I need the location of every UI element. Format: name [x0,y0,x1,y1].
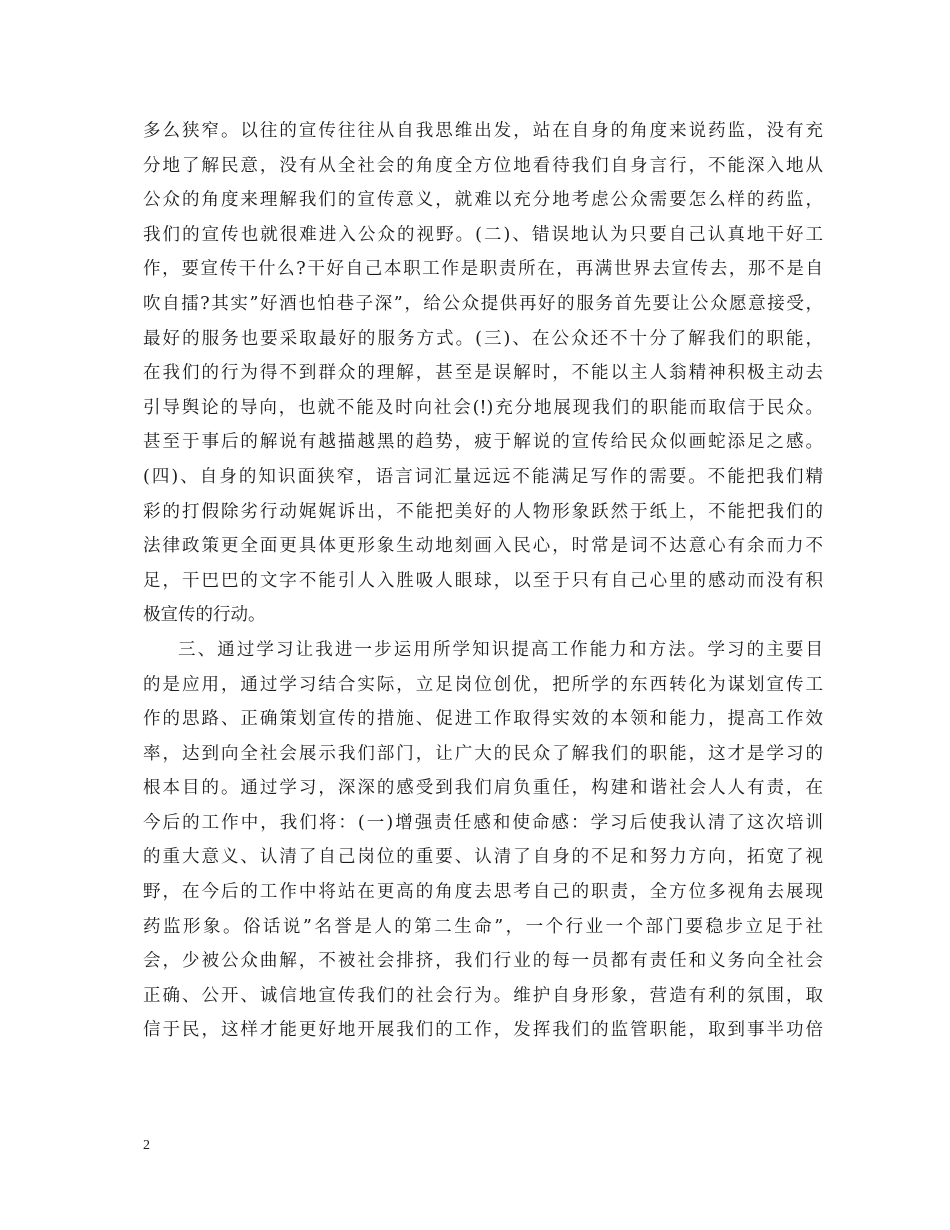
text-line: 吹自擂?其实”好酒也怕巷子深”，给公众提供再好的服务首先要让公众愿意接受， [143,293,823,314]
text-line: 会，少被公众曲解，不被社会排挤，我们行业的每一员都有责任和义务向全社会 [143,951,823,972]
body-text [143,114,823,1048]
text-line: (四)、自身的知识面狭窄，语言词汇量远远不能满足写作的需要。不能把我们精 [143,466,823,487]
text-line: 甚至于事后的解说有越描越黑的趋势，疲于解说的宣传给民众似画蛇添足之感。 [143,432,823,453]
text-line: 今后的工作中，我们将：(一)增强责任感和使命感：学习后使我认清了这次培训 [143,812,823,833]
paragraph [143,633,823,1048]
text-line: 三、通过学习让我进一步运用所学知识提高工作能力和方法。学习的主要目 [178,639,823,660]
text-line: 多么狭窄。以往的宣传往往从自我思维出发，站在自身的角度来说药监，没有充 [143,121,823,141]
text-line: 足，干巴巴的文字不能引人入胜吸人眼球，以至于只有自己心里的感动而没有积 [143,570,823,591]
text-line: 分地了解民意，没有从全社会的角度全方位地看待我们自身言行，不能深入地从 [143,155,823,176]
text-line: 的是应用，通过学习结合实际，立足岗位创优，把所学的东西转化为谋划宣传工 [143,674,823,695]
text-line: 的重大意义、认清了自己岗位的重要、认清了自身的不足和努力方向，拓宽了视 [143,847,823,868]
paragraph [143,114,823,633]
page-number: 2 [143,1138,150,1153]
text-line: 在我们的行为得不到群众的理解，甚至是误解时，不能以主人翁精神积极主动去 [143,363,823,384]
text-line: 药监形象。俗话说”名誉是人的第二生命”，一个行业一个部门要稳步立足于社 [143,916,823,937]
text-line: 我们的宣传也就很难进入公众的视野。(二)、错误地认为只要自己认真地干好工 [143,224,823,245]
text-line: 作的思路、正确策划宣传的措施、促进工作取得实效的本领和能力，提高工作效 [143,709,823,730]
text-line: 极宣传的行动。 [143,605,266,626]
text-line: 法律政策更全面更具体更形象生动地刻画入民心，时常是词不达意心有余而力不 [143,536,823,557]
text-line: 率，达到向全社会展示我们部门，让广大的民众了解我们的职能，这才是学习的 [143,743,823,764]
text-line: 作，要宣传干什么?干好自己本职工作是职责所在，再满世界去宣传去，那不是自 [143,259,823,280]
text-line: 根本目的。通过学习，深深的感受到我们肩负重任，构建和谐社会人人有责，在 [143,778,823,799]
text-line: 彩的打假除劣行动娓娓诉出，不能把美好的人物形象跃然于纸上，不能把我们的 [143,501,823,522]
text-line: 信于民，这样才能更好地开展我们的工作，发挥我们的监管职能，取到事半功倍 [143,1020,823,1041]
text-line: 公众的角度来理解我们的宣传意义，就难以充分地考虑公众需要怎么样的药监， [143,190,823,211]
text-line: 正确、公开、诚信地宣传我们的社会行为。维护自身形象，营造有利的氛围，取 [143,985,823,1006]
text-line: 最好的服务也要采取最好的服务方式。(三)、在公众还不十分了解我们的职能， [143,328,823,349]
text-line: 野，在今后的工作中将站在更高的角度去思考自己的职责，全方位多视角去展现 [143,882,823,903]
text-line: 引导舆论的导向，也就不能及时向社会(!)充分地展现我们的职能而取信于民众。 [143,397,823,418]
